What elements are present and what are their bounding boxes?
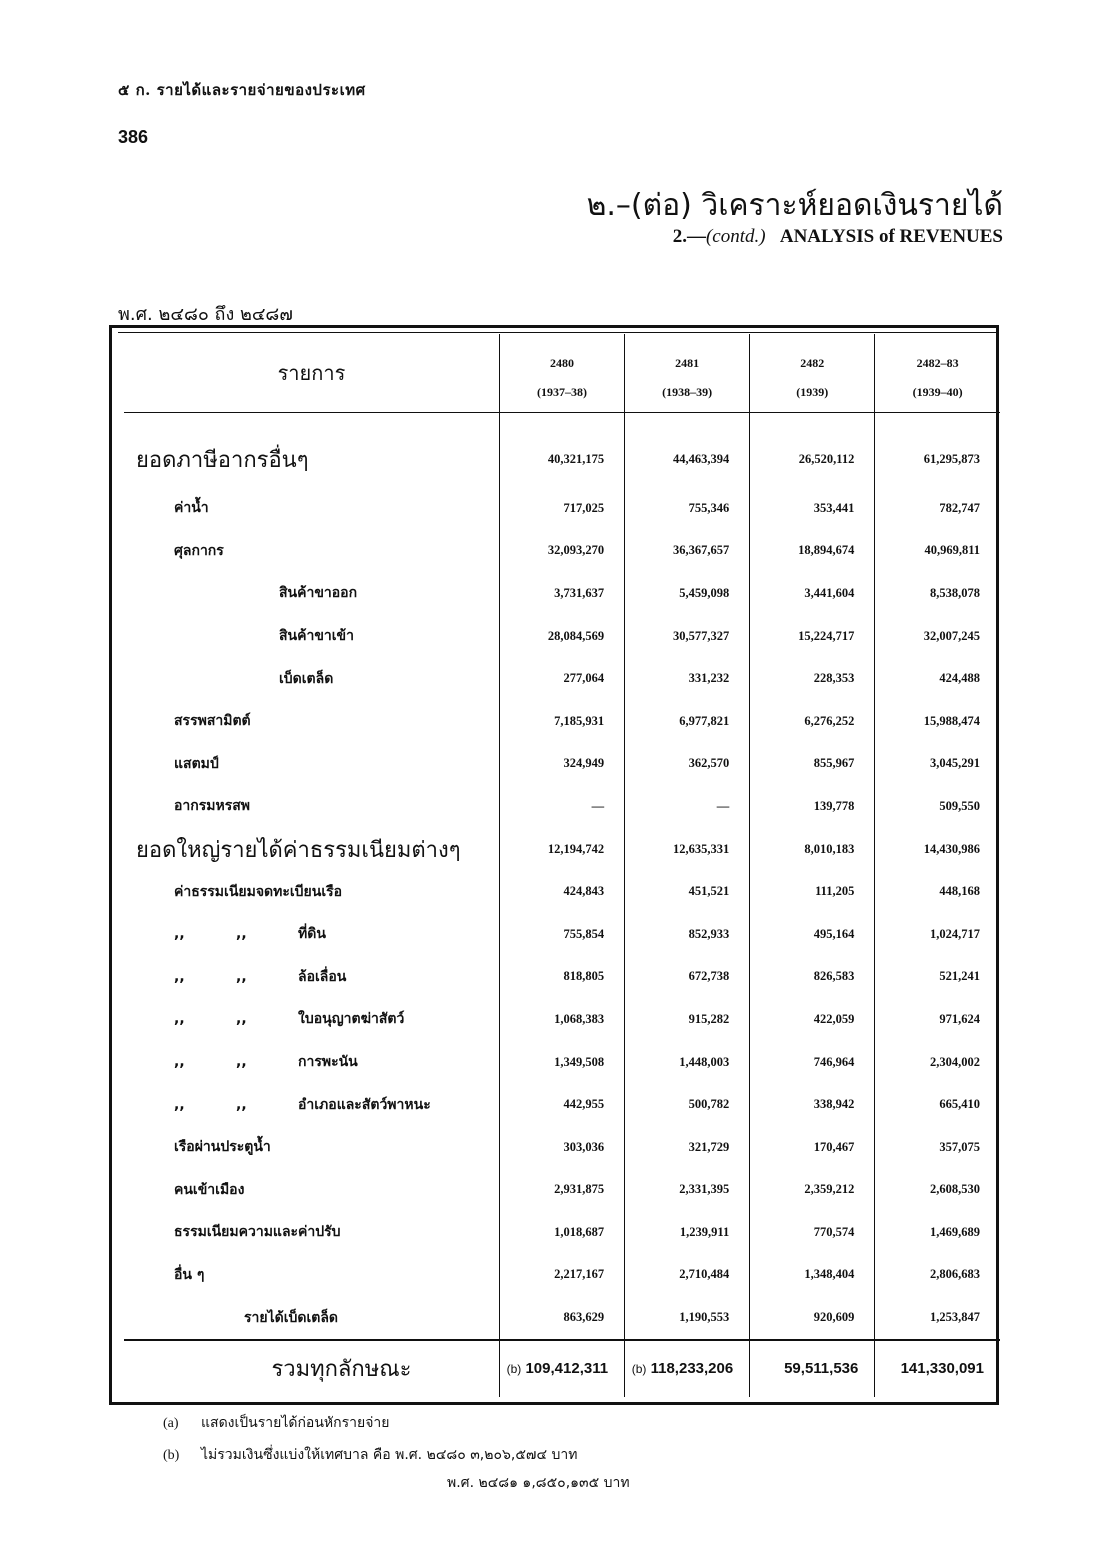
cell: 755,346: [625, 487, 750, 530]
ditto-mark: ,,: [236, 926, 247, 943]
cell: 782,747: [875, 487, 1000, 530]
cell: 15,988,474: [875, 700, 1000, 743]
cell: 424,843: [499, 870, 624, 913]
cell: 8,010,183: [750, 828, 875, 871]
cell: 111,205: [750, 870, 875, 913]
table-row: [124, 572, 1000, 615]
ditto-mark: ,,: [174, 926, 185, 943]
row-label: ธรรมเนียมความและค่าปรับ: [174, 1224, 341, 1241]
table-row: [124, 413, 1000, 488]
cell: 2,806,683: [875, 1254, 1000, 1297]
cell: 1,024,717: [875, 913, 1000, 956]
row-label: [124, 956, 499, 999]
table-row: [124, 487, 1000, 530]
cell: 6,977,821: [625, 700, 750, 743]
total-row: [124, 1340, 1000, 1397]
row-label: [124, 1083, 499, 1126]
table-row: [124, 700, 1000, 743]
footnote-mark: (b): [506, 1362, 522, 1377]
cell: 8,538,078: [875, 572, 1000, 615]
cell: 1,018,687: [499, 1211, 624, 1254]
cell: 746,964: [750, 1041, 875, 1084]
ditto-mark: ,,: [236, 1054, 247, 1071]
cell: 228,353: [750, 657, 875, 700]
cell: 3,045,291: [875, 743, 1000, 786]
cell: 40,969,811: [875, 530, 1000, 573]
cell: 2,931,875: [499, 1169, 624, 1212]
table-row: [124, 1126, 1000, 1169]
cell: 672,738: [625, 956, 750, 999]
cell: —: [499, 785, 624, 828]
cell: 3,441,604: [750, 572, 875, 615]
cell: 40,321,175: [499, 413, 624, 488]
ditto-mark: ,,: [236, 1011, 247, 1028]
row-sublabel: อำเภอและสัตว์พาหนะ: [298, 1096, 431, 1113]
cell: 32,007,245: [875, 615, 1000, 658]
title-thai: ๒.–(ต่อ) วิเคราะห์ยอดเงินรายได้: [586, 188, 1003, 223]
row-label: แสตมป์: [174, 755, 219, 772]
table-row: [124, 1254, 1000, 1297]
cell: 44,463,394: [625, 413, 750, 488]
cell: 448,168: [875, 870, 1000, 913]
cell: 1,349,508: [499, 1041, 624, 1084]
cell: 338,942: [750, 1083, 875, 1126]
cell: 855,967: [750, 743, 875, 786]
cell: 424,488: [875, 657, 1000, 700]
cell: 915,282: [625, 998, 750, 1041]
cell: 500,782: [625, 1083, 750, 1126]
cell: 170,467: [750, 1126, 875, 1169]
ditto-mark: ,,: [174, 1054, 185, 1071]
cell: 139,778: [750, 785, 875, 828]
cell: 3,731,637: [499, 572, 624, 615]
cell: 26,520,112: [750, 413, 875, 488]
row-sublabel: ล้อเลื่อน: [298, 968, 347, 985]
cell: 1,469,689: [875, 1211, 1000, 1254]
cell: 451,521: [625, 870, 750, 913]
cell: 826,583: [750, 956, 875, 999]
cell: 353,441: [750, 487, 875, 530]
footnote-mark: (b): [631, 1362, 647, 1377]
table-row: [124, 998, 1000, 1041]
row-label: ค่าธรรมเนียมจดทะเบียนเรือ: [174, 883, 343, 900]
footnote-b-continued: พ.ศ. ๒๔๘๑ ๑,๘๕๐,๑๓๕ บาท: [447, 1475, 630, 1491]
row-label: คนเข้าเมือง: [174, 1181, 245, 1198]
ditto-mark: ,,: [236, 968, 247, 985]
cell: 2,217,167: [499, 1254, 624, 1297]
revenue-table: [124, 334, 1000, 1397]
cell: 2,304,002: [875, 1041, 1000, 1084]
cell: 755,854: [499, 913, 624, 956]
cell: 1,348,404: [750, 1254, 875, 1297]
cell: 324,949: [499, 743, 624, 786]
cell: 1,190,553: [625, 1296, 750, 1340]
total-cell: 141,330,091: [875, 1340, 1000, 1397]
row-label: [124, 998, 499, 1041]
row-label: ค่าน้ำ: [174, 500, 209, 517]
cell: 1,448,003: [625, 1041, 750, 1084]
row-sublabel: การพะนัน: [298, 1054, 358, 1071]
total-cell: 59,511,536: [750, 1340, 875, 1397]
row-sublabel: ที่ดิน: [298, 926, 326, 943]
cell: 665,410: [875, 1083, 1000, 1126]
table-row: [124, 615, 1000, 658]
cell: 2,331,395: [625, 1169, 750, 1212]
row-label: ศุลกากร: [174, 542, 224, 559]
cell: 717,025: [499, 487, 624, 530]
cell: 6,276,252: [750, 700, 875, 743]
cell: 36,367,657: [625, 530, 750, 573]
title-english: [673, 226, 1003, 248]
table-row: [124, 828, 1000, 871]
header-col-2480: 2480 (1937–38): [499, 334, 624, 413]
header-col-2482-83: 2482–83 (1939–40): [875, 334, 1000, 413]
cell: 2,608,530: [875, 1169, 1000, 1212]
cell: 30,577,327: [625, 615, 750, 658]
row-label: รายได้เบ็ดเตล็ด: [244, 1309, 339, 1326]
cell: 7,185,931: [499, 700, 624, 743]
row-label: อากรมหรสพ: [174, 798, 251, 815]
ditto-mark: ,,: [174, 1096, 185, 1113]
ditto-mark: ,,: [174, 1011, 185, 1028]
page-number: 386: [118, 127, 149, 147]
total-cell: (b) 109,412,311: [499, 1340, 624, 1397]
table-row: [124, 913, 1000, 956]
cell: 1,239,911: [625, 1211, 750, 1254]
table-row: [124, 1083, 1000, 1126]
cell: 852,933: [625, 913, 750, 956]
cell: 920,609: [750, 1296, 875, 1340]
cell: 818,805: [499, 956, 624, 999]
row-label: อื่น ๆ: [174, 1266, 205, 1283]
footnote-a: (a) แสดงเป็นรายได้ก่อนหักรายจ่าย: [163, 1415, 390, 1431]
cell: 277,064: [499, 657, 624, 700]
cell: —: [625, 785, 750, 828]
row-label: เรือผ่านประตูน้ำ: [174, 1139, 271, 1156]
row-label: สินค้าขาเข้า: [279, 628, 354, 645]
revenue-table-frame: [109, 325, 999, 1405]
title-eng-contd: (contd.): [705, 226, 766, 247]
cell: 362,570: [625, 743, 750, 786]
cell: 971,624: [875, 998, 1000, 1041]
header-col-2481: 2481 (1938–39): [625, 334, 750, 413]
row-label: ยอดภาษีอากรอื่นๆ: [136, 447, 309, 473]
table-row: [124, 530, 1000, 573]
table-row: [124, 1041, 1000, 1084]
table-row: [124, 657, 1000, 700]
cell: 18,894,674: [750, 530, 875, 573]
row-label: ยอดใหญ่รายได้ค่าธรรมเนียมต่างๆ: [136, 837, 461, 863]
row-label: [124, 1041, 499, 1084]
cell: 12,635,331: [625, 828, 750, 871]
table-row: [124, 743, 1000, 786]
table-row: [124, 1169, 1000, 1212]
cell: 863,629: [499, 1296, 624, 1340]
cell: 1,253,847: [875, 1296, 1000, 1340]
cell: 509,550: [875, 785, 1000, 828]
cell: 15,224,717: [750, 615, 875, 658]
period-label: พ.ศ. ๒๔๘๐ ถึง ๒๔๘๗: [118, 304, 293, 325]
total-label: รวมทุกลักษณะ: [124, 1340, 499, 1397]
ditto-mark: ,,: [236, 1096, 247, 1113]
cell: 1,068,383: [499, 998, 624, 1041]
cell: 61,295,873: [875, 413, 1000, 488]
cell: 442,955: [499, 1083, 624, 1126]
header-col-2482: 2482 (1939): [750, 334, 875, 413]
cell: 495,164: [750, 913, 875, 956]
cell: 770,574: [750, 1211, 875, 1254]
cell: 2,710,484: [625, 1254, 750, 1297]
row-label: เบ็ดเตล็ด: [279, 670, 334, 687]
cell: 32,093,270: [499, 530, 624, 573]
cell: 28,084,569: [499, 615, 624, 658]
table-row: [124, 870, 1000, 913]
cell: 12,194,742: [499, 828, 624, 871]
cell: 2,359,212: [750, 1169, 875, 1212]
cell: 321,729: [625, 1126, 750, 1169]
row-label: สินค้าขาออก: [279, 585, 358, 602]
ditto-mark: ,,: [174, 968, 185, 985]
cell: 14,430,986: [875, 828, 1000, 871]
cell: 303,036: [499, 1126, 624, 1169]
footnote-b: (b) ไม่รวมเงินซึ่งแบ่งให้เทศบาล คือ พ.ศ. ๒๔๘๐ ๓,๒๐๖,๕๗๔ บาท: [163, 1447, 578, 1463]
cell: 521,241: [875, 956, 1000, 999]
row-sublabel: ใบอนุญาตฆ่าสัตว์: [298, 1011, 405, 1028]
header-item-label: รายการ: [124, 334, 499, 413]
table-row: [124, 1211, 1000, 1254]
cell: 357,075: [875, 1126, 1000, 1169]
running-head: ๕ ก. รายได้และรายจ่ายของประเทศ: [118, 81, 366, 99]
table-header-row: [124, 334, 1000, 413]
cell: 422,059: [750, 998, 875, 1041]
table-row: [124, 785, 1000, 828]
cell: 331,232: [625, 657, 750, 700]
cell: 5,459,098: [625, 572, 750, 615]
row-label: [124, 913, 499, 956]
table-row: [124, 956, 1000, 999]
total-cell: (b) 118,233,206: [625, 1340, 750, 1397]
title-eng-prefix: 2.—: [672, 226, 706, 247]
table-row: [124, 1296, 1000, 1340]
row-label: สรรพสามิตต์: [174, 713, 251, 730]
title-eng-main: ANALYSIS of REVENUES: [779, 226, 1003, 247]
